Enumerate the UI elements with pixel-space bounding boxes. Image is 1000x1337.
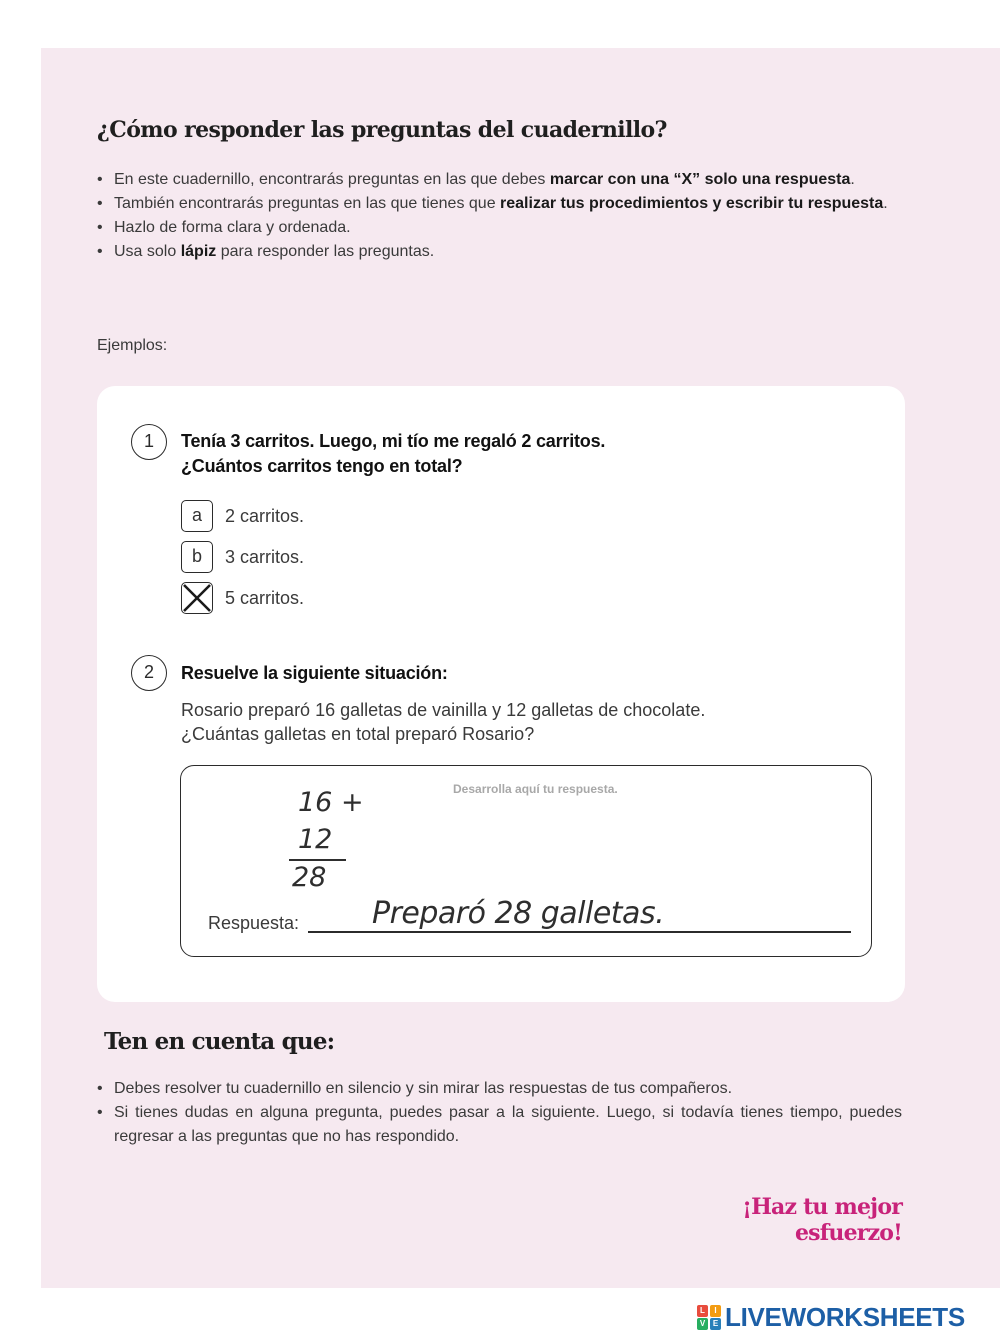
option-b[interactable] bbox=[181, 541, 304, 573]
liveworksheets-logo bbox=[697, 1301, 965, 1333]
question-2-statement: Rosario preparó 16 galletas de vainilla y 12 galletas de chocolate. ¿Cuántas galletas en total preparó Rosario? bbox=[181, 700, 706, 744]
question-1-number: 1 bbox=[131, 424, 167, 460]
liveworksheets-logo-icon: L I V E bbox=[697, 1303, 723, 1331]
handwritten-addend-1: 16 + bbox=[298, 787, 364, 818]
sum-line bbox=[289, 859, 346, 861]
option-c-box-marked[interactable] bbox=[181, 582, 213, 614]
handwritten-answer[interactable]: Preparó 28 galletas. bbox=[372, 896, 665, 931]
x-mark-icon bbox=[181, 582, 213, 614]
question-2-number: 2 bbox=[131, 655, 167, 691]
option-a[interactable] bbox=[181, 500, 304, 532]
work-area-hint: Desarrolla aquí tu respuesta. bbox=[453, 782, 618, 796]
instruction-item: • En este cuadernillo, encontrarás preguntas en las que debes marcar con una “X” solo una respuesta. bbox=[97, 168, 902, 192]
instructions-title: ¿Cómo responder las preguntas del cuadernillo? bbox=[97, 117, 667, 143]
instruction-item: • Hazlo de forma clara y ordenada. bbox=[97, 216, 902, 240]
notes-list bbox=[97, 1077, 902, 1149]
question-2-title: Resuelve la siguiente situación: bbox=[181, 663, 448, 683]
option-a-label: 2 carritos. bbox=[225, 505, 305, 526]
question-1-text: Tenía 3 carritos. Luego, mi tío me regaló 2 carritos. ¿Cuántos carritos tengo en total? bbox=[181, 431, 606, 476]
brand-name: LIVEWORKSHEETS bbox=[725, 1301, 965, 1332]
answer-line bbox=[308, 931, 851, 933]
option-b-label: 3 carritos. bbox=[225, 546, 305, 567]
option-c-label: 5 carritos. bbox=[225, 587, 305, 608]
option-b-box[interactable]: b bbox=[181, 541, 213, 573]
instructions-list bbox=[97, 168, 902, 264]
examples-label: Ejemplos: bbox=[97, 337, 168, 354]
handwritten-addend-2: 12 bbox=[298, 824, 333, 855]
note-item: • Si tienes dudas en alguna pregunta, puedes pasar a la siguiente. Luego, si todavía tienes tiempo, puedes regresar a las preguntas que no has respondido. bbox=[97, 1101, 902, 1149]
note-item: • Debes resolver tu cuadernillo en silencio y sin mirar las respuestas de tus compañeros. bbox=[97, 1077, 902, 1101]
option-c[interactable] bbox=[181, 582, 304, 614]
instruction-item: • Usa solo lápiz para responder las preguntas. bbox=[97, 240, 902, 264]
option-a-box[interactable]: a bbox=[181, 500, 213, 532]
instruction-item: • También encontrarás preguntas en las que tienes que realizar tus procedimientos y escribir tu respuesta. bbox=[97, 192, 902, 216]
notes-title: Ten en cuenta que: bbox=[104, 1028, 335, 1055]
handwritten-result: 28 bbox=[292, 862, 327, 893]
closing-message: ¡Haz tu mejor esfuerzo! bbox=[742, 1194, 902, 1246]
answer-label: Respuesta: bbox=[208, 913, 300, 933]
